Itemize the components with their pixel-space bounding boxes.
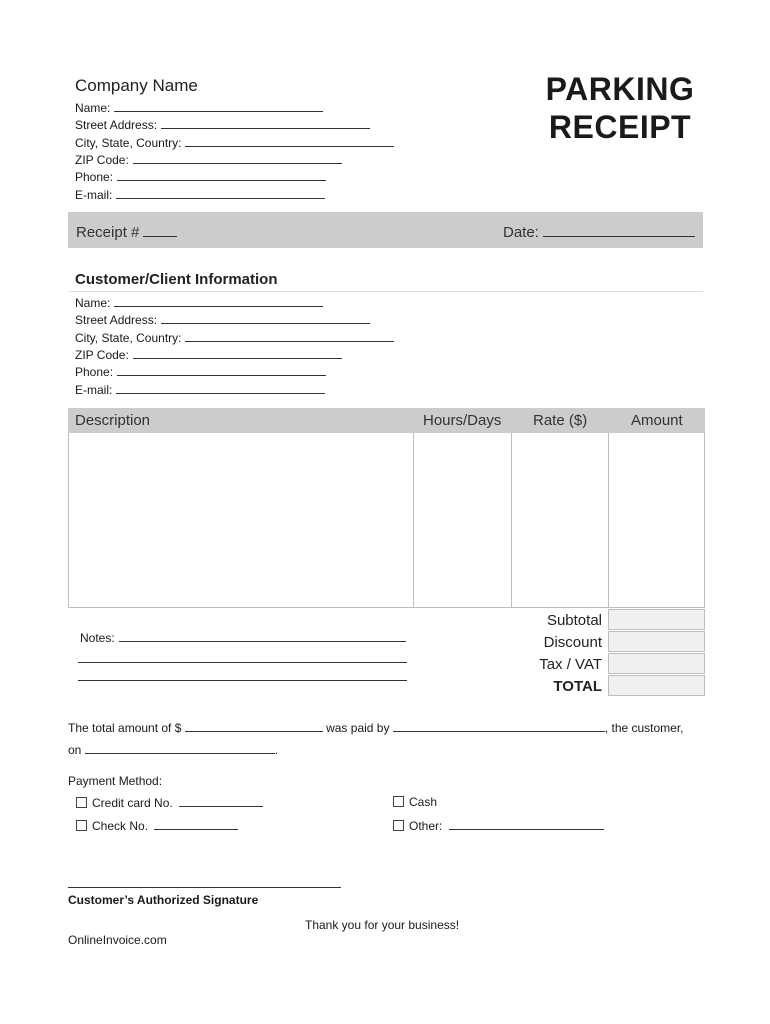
company-email-field[interactable] [75,187,325,202]
section-divider [68,291,703,292]
tax-field[interactable] [608,653,705,674]
notes-label: Notes: [80,631,115,645]
company-email-label: E-mail: [75,188,113,202]
company-street-field[interactable] [75,117,370,132]
company-zip-label: ZIP Code: [75,153,129,167]
discount-field[interactable] [608,631,705,652]
subtotal-label: Subtotal [546,612,602,629]
column-divider [413,433,414,608]
customer-zip-label: ZIP Code: [75,348,129,362]
customer-section-title: Customer/Client Information [75,271,278,288]
document-title-line1: PARKING [545,71,695,107]
items-table-header [68,408,705,433]
customer-email-field[interactable] [75,382,325,397]
header-description: Description [75,412,151,429]
customer-phone-label: Phone: [75,365,114,379]
company-name-heading: Company Name [75,76,198,95]
customer-name-field[interactable] [75,295,323,310]
discount-label: Discount [543,634,602,651]
customer-street-field[interactable] [75,312,370,327]
amount-paid-field[interactable] [185,720,323,732]
company-street-label: Street Address: [75,118,158,132]
paid-by-field[interactable] [393,720,605,732]
check-label: Check No. [92,819,149,833]
receipt-number-label: Receipt # [76,224,140,241]
document-title-line2: RECEIPT [548,109,692,145]
payment-statement-text: on [68,743,82,757]
total-label: TOTAL [553,678,602,695]
payment-date-row [68,742,278,757]
other-option[interactable] [393,818,604,833]
payment-method-title: Payment Method: [68,774,163,788]
header-amount: Amount [631,412,683,429]
payment-statement-text: was paid by [326,721,390,735]
thank-you-message: Thank you for your business! [305,918,460,932]
notes-field[interactable] [80,630,406,645]
website-footer: OnlineInvoice.com [68,933,167,947]
payment-statement [68,720,684,735]
company-name-field[interactable] [75,100,323,115]
credit-card-label: Credit card No. [92,796,173,810]
check-option[interactable] [76,818,238,833]
cash-checkbox[interactable] [393,796,404,807]
customer-phone-field[interactable] [75,364,326,379]
credit-card-number-field[interactable] [179,795,263,807]
company-city-field[interactable] [75,135,394,150]
company-zip-field[interactable] [75,152,342,167]
company-name-label: Name: [75,101,111,115]
receipt-number-field[interactable] [76,224,177,241]
date-field[interactable] [503,224,695,241]
other-label: Other: [409,819,443,833]
subtotal-field[interactable] [608,609,705,630]
other-checkbox[interactable] [393,820,404,831]
notes-line[interactable] [78,680,407,681]
column-divider [608,433,609,608]
cash-option[interactable] [393,795,437,809]
check-checkbox[interactable] [76,820,87,831]
total-field[interactable] [608,675,705,696]
customer-email-label: E-mail: [75,383,113,397]
check-number-field[interactable] [154,818,238,830]
other-method-field[interactable] [449,818,604,830]
items-table [68,408,705,608]
credit-card-checkbox[interactable] [76,797,87,808]
customer-name-label: Name: [75,296,111,310]
column-divider [511,433,512,608]
payment-statement-text: , the customer, [604,721,684,735]
signature-line[interactable] [68,887,341,888]
date-label: Date: [503,224,539,241]
tax-label: Tax / VAT [539,656,602,673]
cash-label: Cash [409,795,438,809]
document-title [520,70,720,146]
payment-statement-text: The total amount of $ [68,721,182,735]
payment-statement-text: . [274,743,279,757]
notes-line[interactable] [78,662,407,663]
company-phone-field[interactable] [75,169,326,184]
credit-card-option[interactable] [76,795,263,810]
customer-zip-field[interactable] [75,347,342,362]
header-hours-days: Hours/Days [423,412,502,429]
company-phone-label: Phone: [75,170,114,184]
header-rate: Rate ($) [533,412,588,429]
customer-street-label: Street Address: [75,313,158,327]
payment-date-field[interactable] [85,742,275,754]
signature-label: Customer’s Authorized Signature [68,893,259,907]
customer-city-label: City, State, Country: [75,331,182,345]
company-city-label: City, State, Country: [75,136,182,150]
customer-city-field[interactable] [75,330,394,345]
